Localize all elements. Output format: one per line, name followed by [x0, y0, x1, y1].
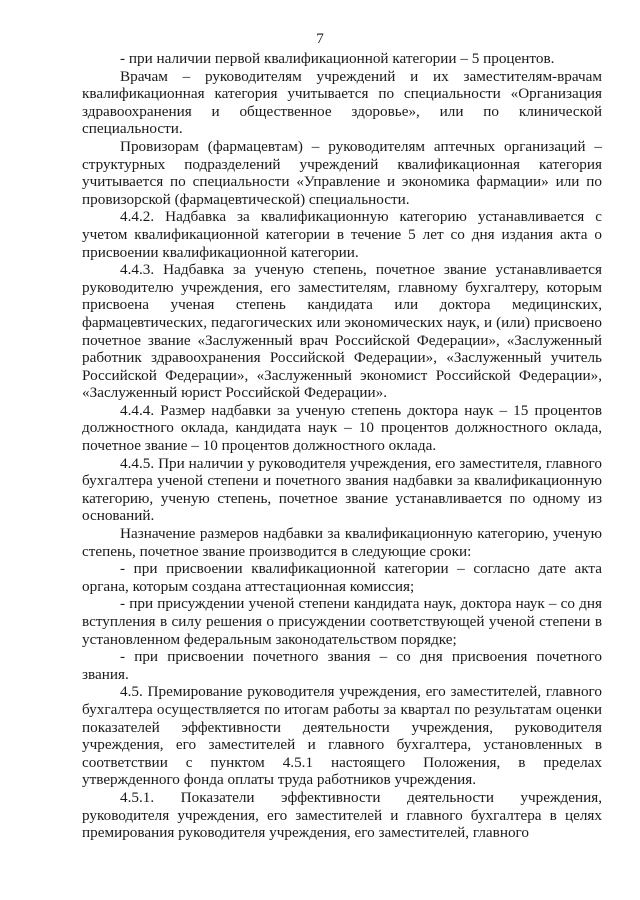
paragraph-term-degree: - при присуждении ученой степени кандидата наук, доктора наук – со дня вступления в силу решения о присуждении соответствующей ученой степени в установленном федеральным законодательством порядке;	[82, 595, 602, 648]
paragraph-bonus-terms: Назначение размеров надбавки за квалификационную категорию, ученую степень, почетное звание производится в следующие сроки:	[82, 525, 602, 560]
paragraph-4-4-4: 4.4.4. Размер надбавки за ученую степень доктора наук – 15 процентов должностного оклада, кандидата наук – 10 процентов должностного оклада, почетное звание – 10 процентов должностного оклада.	[82, 401, 602, 455]
paragraph-pharmacists-category: Провизорам (фармацевтам) – руководителям аптечных организаций – структурных подразделений учреждений квалификационная категория учитывается по специальности «Управление и экономика фармации» или по провизорской (фармацевтической) специальности.	[82, 137, 602, 208]
paragraph-4-4-2: 4.4.2. Надбавка за квалификационную категорию устанавливается с учетом квалификационной категории в течение 5 лет со дня издания акта о присвоении квалификационной категории.	[82, 208, 602, 261]
paragraph-4-4-5: 4.4.5. При наличии у руководителя учреждения, его заместителя, главного бухгалтера ученой степени и почетного звания надбавки за квалификационную категорию, ученую степень, почетное звание устанавливается по одному из оснований.	[82, 454, 602, 525]
paragraph-term-category: - при присвоении квалификационной категории – согласно дате акта органа, которым создана аттестационная комиссия;	[82, 560, 602, 595]
paragraph-4-4-3: 4.4.3. Надбавка за ученую степень, почетное звание устанавливается руководителю учреждения, его заместителям, главному бухгалтеру, которым присвоена ученая степень кандидата или доктора медицинских, фармацевтических, педагогических или экономических наук, и (или) присвоено почетное звание «Заслуженный врач Российской Федерации», «Заслуженный работник здравоохранения Российской Федерации», «Заслуженный учитель Российской Федерации», «Заслуженный экономист Российской Федерации», «Заслуженный юрист Российской Федерации».	[82, 261, 602, 402]
paragraph-4-5-1: 4.5.1. Показатели эффективности деятельности учреждения, руководителя учреждения, его заместителей и главного бухгалтера в целях премирования руководителя учреждения, его заместителей, главного	[82, 788, 602, 842]
paragraph-doctors-category: Врачам – руководителям учреждений и их заместителям-врачам квалификационная категория учитывается по специальности «Организация здравоохранения и общественное здоровье», или по клинической специальности.	[82, 67, 602, 138]
paragraph-4-5: 4.5. Премирование руководителя учреждения, его заместителей, главного бухгалтера осуществляется по итогам работы за квартал по результатам оценки показателей эффективности деятельности учреждения, руководителя учреждения, его заместителей и главного бухгалтера, установленных в соответствии с пунктом 4.5.1 настоящего Положения, в пределах утвержденного фонда оплаты труда работников учреждения.	[82, 683, 602, 789]
document-body	[82, 50, 602, 842]
paragraph-term-title: - при присвоении почетного звания – со дня присвоения почетного звания.	[82, 648, 602, 683]
page-number: 7	[316, 30, 324, 47]
paragraph-first-category-percent: - при наличии первой квалификационной категории – 5 процентов.	[120, 50, 555, 67]
